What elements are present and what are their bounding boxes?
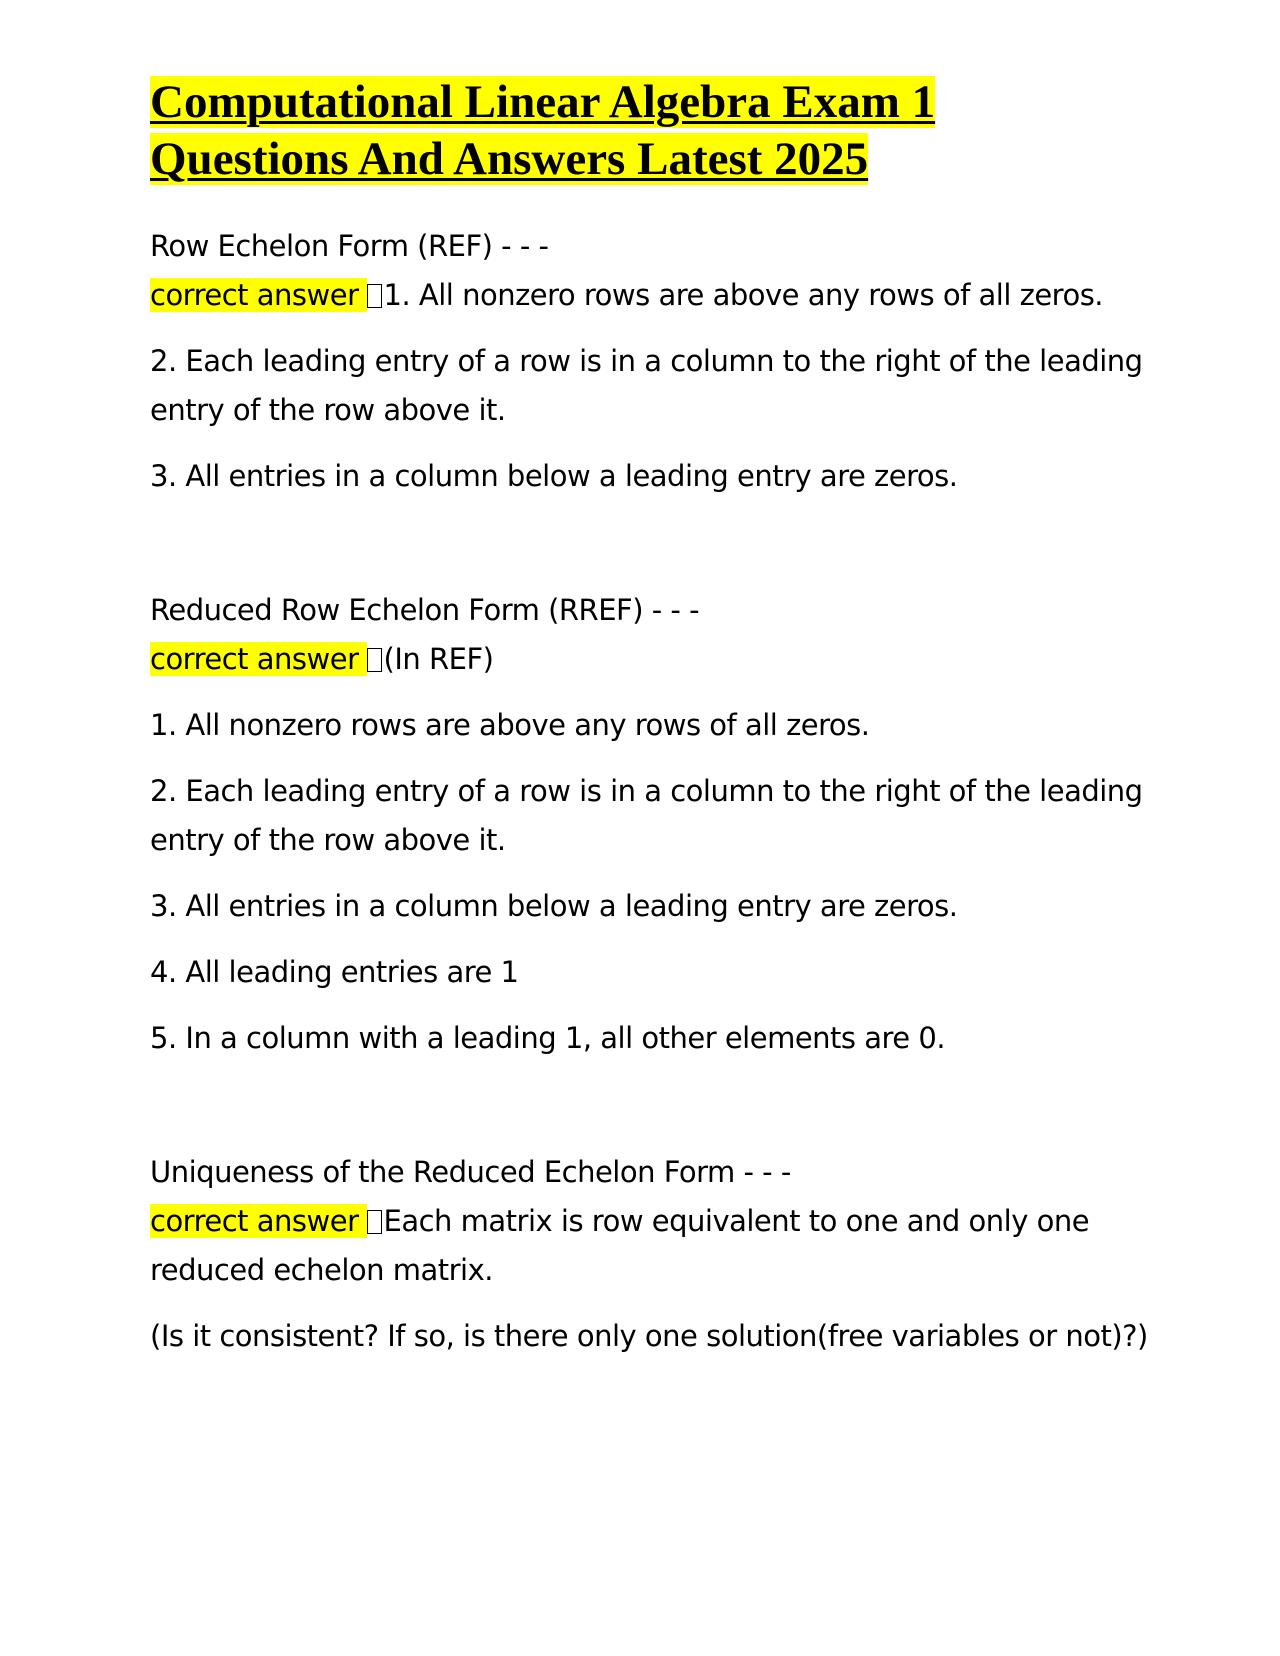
answer-2-text: (In REF) [383,642,494,676]
answer-label: correct answer [150,1204,367,1238]
answer-3 [150,1197,1150,1295]
answer-2-item-5: 5. In a column with a leading 1, all other elements are 0. [150,1021,946,1055]
missing-glyph-icon [367,648,382,672]
answer-1 [150,271,1150,320]
title-line-1: Computational Linear Algebra Exam 1 [150,76,936,128]
question-1: Row Echelon Form (REF) - - - [150,229,549,263]
answer-2-item-2: 2. Each leading entry of a row is in a column to the right of the leading entry of the row above it. [150,774,1143,857]
question-2: Reduced Row Echelon Form (RREF) - - - [150,593,700,627]
missing-glyph-icon [367,1210,382,1234]
answer-3-text: Each matrix is row equivalent to one and only one reduced echelon matrix. [150,1204,1090,1287]
answer-2 [150,635,1150,684]
answer-label: correct answer [150,278,367,312]
answer-label: correct answer [150,642,367,676]
document-page [150,74,1150,1378]
answer-3-item-2: (Is it consistent? If so, is there only one solution(free variables or not)?) [150,1319,1148,1353]
answer-1-item-2: 2. Each leading entry of a row is in a column to the right of the leading entry of the row above it. [150,344,1143,427]
document-title [150,74,1150,188]
answer-2-item-1: 1. All nonzero rows are above any rows of all zeros. [150,708,870,742]
answer-2-item-4: 4. All leading entries are 1 [150,955,519,989]
answer-1-text: 1. All nonzero rows are above any rows of all zeros. [383,278,1104,312]
missing-glyph-icon [367,284,382,308]
answer-1-item-3: 3. All entries in a column below a leading entry are zeros. [150,459,958,493]
question-3: Uniqueness of the Reduced Echelon Form - - - [150,1155,791,1189]
answer-2-item-3: 3. All entries in a column below a leading entry are zeros. [150,889,958,923]
title-line-2: Questions And Answers Latest 2025 [150,133,869,185]
